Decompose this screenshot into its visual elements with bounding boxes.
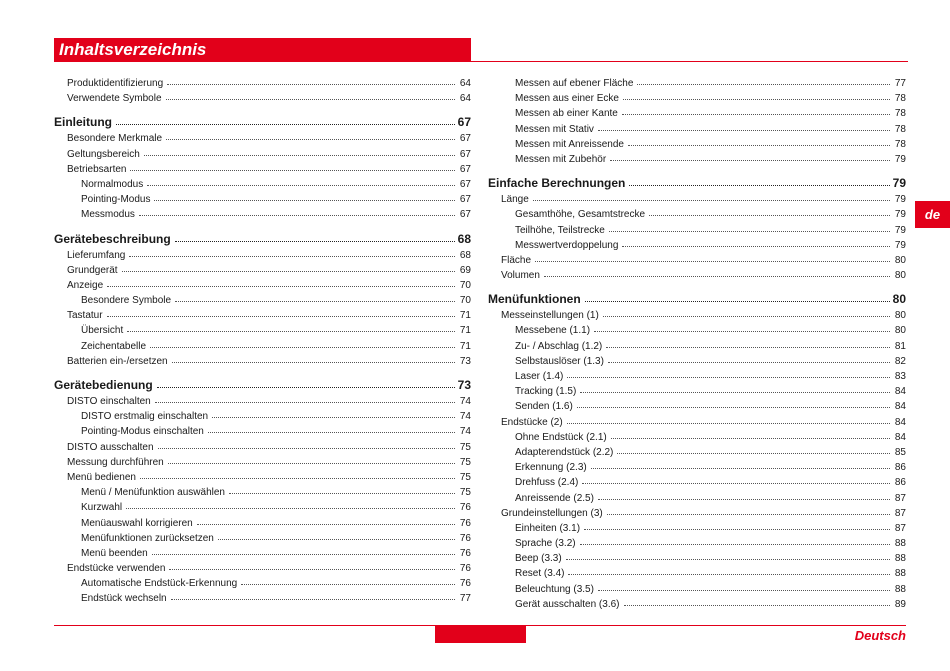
toc-label: Anzeige [67,279,104,291]
toc-page-number: 74 [459,396,471,407]
toc-label: Endstücke verwenden [67,563,166,575]
toc-page-number: 86 [894,462,906,474]
toc-entry[interactable] [488,137,906,152]
toc-label: DISTO erstmalig einschalten [81,411,209,423]
toc-leader-dots [603,307,890,317]
toc-label: Sprache (3.2) [515,538,576,550]
toc-entry[interactable] [488,268,906,283]
toc-entry[interactable] [488,122,906,137]
toc-label: Einfache Berechnungen [488,176,626,191]
toc-label: Volumen [501,270,540,282]
toc-leader-dots [607,505,890,515]
toc-page-number: 79 [894,194,906,206]
toc-label: Erkennung (2.3) [515,462,587,474]
toc-page-number: 75 [459,471,471,483]
toc-entry[interactable] [488,384,906,399]
toc-leader-dots [533,191,890,201]
toc-page-number: 79 [894,239,906,251]
toc-page-number: 88 [894,583,906,595]
toc-leader-dots [122,262,455,272]
toc-entry[interactable] [488,415,906,430]
toc-entry[interactable] [488,566,906,581]
toc-label: Länge [501,194,529,206]
toc-leader-dots [568,565,890,575]
toc-page-number: 79 [894,209,906,221]
toc-entry[interactable] [488,91,906,106]
toc-entry[interactable] [488,192,906,207]
toc-leader-dots [617,444,890,454]
toc-leader-dots [567,414,890,424]
toc-page-number: 87 [894,522,906,534]
toc-page-number: 78 [894,108,906,120]
toc-label: Messen mit Zubehör [515,153,607,165]
toc-entry[interactable] [54,278,471,293]
toc-leader-dots [535,252,890,262]
toc-page-number: 80 [894,325,906,337]
toc-page-number: 67 [459,148,471,160]
toc-section[interactable] [54,114,471,131]
toc-label: Beleuchtung (3.5) [515,583,594,595]
toc-leader-dots [591,459,890,469]
toc-leader-dots [116,114,455,125]
toc-entry[interactable] [54,147,471,162]
toc-leader-dots [175,292,455,302]
toc-leader-dots [611,429,890,439]
toc-label: Drehfuss (2.4) [515,477,579,489]
toc-label: Pointing-Modus einschalten [81,426,204,438]
toc-page-number: 82 [894,355,906,367]
toc-leader-dots [598,581,890,591]
toc-leader-dots [140,469,455,479]
toc-page-number: 80 [894,270,906,282]
toc-entry[interactable] [488,369,906,384]
toc-entry[interactable] [54,76,471,91]
toc-leader-dots [609,222,890,232]
toc-page-number: 68 [459,249,471,261]
toc-entry[interactable] [488,106,906,121]
toc-entry[interactable] [54,293,471,308]
toc-leader-dots [629,175,890,186]
toc-label: Messen ab einer Kante [515,108,618,120]
toc-leader-dots [623,90,890,100]
toc-page-number: 67 [459,178,471,190]
toc-entry[interactable] [488,76,906,91]
toc-label: Menü / Menüfunktion auswählen [81,487,225,499]
toc-leader-dots [208,423,455,433]
toc-page-number: 83 [894,371,906,382]
toc-page-number: 87 [894,492,906,504]
toc-leader-dots [628,136,890,146]
toc-page-number: 80 [892,292,906,307]
header-rule [471,61,908,62]
toc-page-number: 76 [459,547,471,559]
toc-leader-dots [582,474,890,484]
toc-entry[interactable] [488,253,906,268]
toc-entry[interactable] [54,546,471,561]
toc-page-number: 64 [459,93,471,105]
toc-page-number: 76 [459,532,471,544]
toc-page-number: 75 [459,487,471,499]
toc-entry[interactable] [488,339,906,354]
toc-page-number: 85 [894,446,906,458]
toc-page-number: 78 [894,93,906,105]
toc-label: Endstück wechseln [81,593,167,605]
toc-leader-dots [567,368,890,378]
toc-leader-dots [212,408,455,418]
toc-label: Gerätebeschreibung [54,231,171,246]
toc-entry[interactable] [488,152,906,167]
toc-page-number: 73 [459,355,471,367]
toc-leader-dots [622,105,890,115]
toc-leader-dots [107,307,455,317]
toc-leader-dots [637,75,890,85]
toc-label: Einheiten (3.1) [515,522,581,534]
toc-leader-dots [566,550,890,560]
toc-entry[interactable] [54,470,471,485]
toc-page-number: 67 [459,133,471,145]
toc-entry[interactable] [488,536,906,551]
toc-leader-dots [544,267,890,277]
toc-entry[interactable] [54,91,471,106]
toc-label: Lieferumfang [67,249,126,261]
toc-leader-dots [167,75,455,85]
toc-page-number: 76 [459,563,471,575]
toc-label: Messwertverdoppelung [515,239,619,251]
toc-leader-dots [152,545,455,555]
toc-entry[interactable] [54,177,471,192]
toc-label: Zeichentabelle [81,340,147,352]
toc-entry[interactable] [54,339,471,354]
toc-leader-dots [172,353,455,363]
toc-leader-dots [166,90,455,100]
toc-label: Besondere Symbole [81,295,172,307]
toc-leader-dots [150,338,455,348]
toc-page-number: 88 [894,568,906,580]
toc-label: Beep (3.3) [515,553,562,565]
toc-entry[interactable] [54,131,471,146]
toc-page-number: 70 [459,295,471,307]
toc-page-number: 89 [894,598,906,610]
toc-label: Messen mit Stativ [515,123,594,135]
footer-language: Deutsch [854,628,906,643]
toc-entry[interactable] [54,248,471,263]
toc-leader-dots [580,383,890,393]
toc-page-number: 67 [459,163,471,175]
toc-label: Menü bedienen [67,471,136,483]
toc-label: Tracking (1.5) [515,386,577,398]
toc-label: Reset (3.4) [515,568,565,580]
toc-label: Grundgerät [67,264,118,276]
toc-page-number: 80 [894,254,906,266]
toc-page-number: 70 [459,279,471,291]
toc-label: Besondere Merkmale [67,133,163,145]
toc-entry[interactable] [54,263,471,278]
toc-label: Produktidentifizierung [67,78,164,89]
toc-entry[interactable] [54,409,471,424]
toc-entry[interactable] [54,192,471,207]
toc-entry[interactable] [54,531,471,546]
toc-leader-dots [606,338,890,348]
toc-label: Einleitung [54,115,112,130]
toc-label: Messmodus [81,209,135,221]
toc-label: Anreissende (2.5) [515,492,594,504]
toc-page-number: 88 [894,553,906,565]
toc-page-number: 76 [459,502,471,514]
toc-entry[interactable] [488,323,906,338]
toc-label: Laser (1.4) [515,371,564,382]
toc-leader-dots [577,398,890,408]
toc-entry[interactable] [54,354,471,369]
toc-label: Messen mit Anreissende [515,138,624,150]
footer-block [435,626,526,643]
toc-label: Kurzwahl [81,502,123,514]
toc-leader-dots [154,191,455,201]
toc-leader-dots [241,575,455,585]
toc-section[interactable] [488,175,906,192]
toc-label: Verwendete Symbole [67,93,162,105]
toc-page-number: 75 [459,456,471,468]
toc-section[interactable] [54,377,471,394]
toc-label: Menüfunktionen zurücksetzen [81,532,214,544]
toc-label: Gerätebedienung [54,378,153,392]
toc-page-number: 86 [894,477,906,489]
toc-leader-dots [622,237,890,247]
toc-leader-dots [130,161,455,171]
toc-label: Messung durchführen [67,456,164,468]
toc-page-number: 78 [894,123,906,135]
toc-page-number: 67 [457,115,471,130]
toc-label: Messen auf ebener Fläche [515,78,634,89]
toc-page-number: 69 [459,264,471,276]
toc-page-number: 64 [459,78,471,89]
toc-leader-dots [229,484,455,494]
toc-entry[interactable] [488,430,906,445]
toc-section[interactable] [488,291,906,308]
toc-label: Betriebsarten [67,163,127,175]
toc-page-number: 74 [459,411,471,423]
toc-leader-dots [624,596,891,606]
toc-page-number: 73 [457,378,471,392]
toc-entry[interactable] [54,424,471,439]
language-tab: de [915,201,950,228]
toc-leader-dots [649,206,890,216]
toc-label: Pointing-Modus [81,194,151,206]
toc-page-number: 84 [894,401,906,413]
toc-entry[interactable] [488,551,906,566]
toc-leader-dots [169,560,455,570]
toc-page-number: 68 [457,231,471,246]
toc-leader-dots [155,393,455,403]
toc-entry[interactable] [54,455,471,470]
toc-entry[interactable] [488,399,906,414]
toc-page-number: 77 [894,78,906,89]
toc-label: Messebene (1.1) [515,325,591,337]
toc-label: Selbstauslöser (1.3) [515,355,604,367]
toc-entry[interactable] [54,561,471,576]
toc-label: Menüauswahl korrigieren [81,517,193,529]
toc-entry[interactable] [54,516,471,531]
toc-entry[interactable] [488,223,906,238]
toc-section[interactable] [54,231,471,248]
toc-page-number: 79 [894,153,906,165]
toc-label: Ohne Endstück (2.1) [515,431,607,443]
toc-label: Tastatur [67,310,103,322]
toc-leader-dots [585,291,890,302]
toc-page-number: 77 [459,593,471,605]
toc-entry[interactable] [488,521,906,536]
toc-leader-dots [594,322,890,332]
toc-label: Grundeinstellungen (3) [501,507,603,519]
toc-leader-dots [598,121,890,131]
toc-entry[interactable] [488,354,906,369]
toc-leader-dots [610,151,890,161]
toc-entry[interactable] [488,238,906,253]
toc-label: Messeinstellungen (1) [501,310,599,322]
toc-label: Gerät ausschalten (3.6) [515,598,620,610]
toc-page-number: 79 [894,224,906,236]
toc-label: Automatische Endstück-Erkennung [81,578,238,590]
toc-leader-dots [127,322,455,332]
toc-leader-dots [139,206,455,216]
toc-entry[interactable] [54,308,471,323]
toc-page-number: 78 [894,138,906,150]
toc-label: Menüfunktionen [488,292,581,307]
toc-page-number: 67 [459,194,471,206]
toc-entry[interactable] [54,394,471,409]
toc-leader-dots [107,277,455,287]
toc-page-number: 84 [894,431,906,443]
toc-entry[interactable] [488,475,906,490]
toc-label: Geltungsbereich [67,148,140,160]
toc-label: Messen aus einer Ecke [515,93,619,105]
toc-entry[interactable] [54,162,471,177]
toc-entry[interactable] [54,500,471,515]
toc-page-number: 71 [459,325,471,337]
toc-entry[interactable] [488,207,906,222]
toc-leader-dots [168,454,455,464]
toc-label: Übersicht [81,325,124,337]
toc-page-number: 71 [459,310,471,322]
toc-leader-dots [175,231,455,242]
toc-leader-dots [166,130,455,140]
toc-leader-dots [598,490,890,500]
toc-label: Menü beenden [81,547,148,559]
toc-label: Gesamthöhe, Gesamtstrecke [515,209,646,221]
toc-entry[interactable] [54,576,471,591]
toc-leader-dots [608,353,890,363]
toc-label: Batterien ein-/ersetzen [67,355,168,367]
toc-page-number: 76 [459,517,471,529]
toc-page-number: 80 [894,310,906,322]
toc-entry[interactable] [54,207,471,222]
toc-leader-dots [126,499,455,509]
toc-leader-dots [129,247,455,257]
toc-entry[interactable] [488,308,906,323]
toc-leader-dots [218,530,455,540]
toc-leader-dots [158,439,455,449]
toc-entry[interactable] [488,491,906,506]
toc-leader-dots [584,520,890,530]
toc-leader-dots [197,515,455,525]
toc-label: Teilhöhe, Teilstrecke [515,224,605,236]
toc-label: Normalmodus [81,178,144,190]
toc-label: DISTO einschalten [67,396,151,407]
toc-leader-dots [144,146,455,156]
toc-label: Fläche [501,254,532,266]
toc-page-number: 67 [459,209,471,221]
toc-label: Adapterendstück (2.2) [515,446,614,458]
toc-leader-dots [157,377,455,388]
toc-page-number: 81 [894,340,906,352]
toc-page-number: 87 [894,507,906,519]
toc-column-right [488,76,906,612]
toc-page-number: 71 [459,340,471,352]
page-title: Inhaltsverzeichnis [59,40,207,59]
toc-entry[interactable] [488,460,906,475]
toc-entry[interactable] [488,506,906,521]
toc-column-left [54,76,471,607]
toc-entry[interactable] [54,440,471,455]
header-bar [54,38,471,62]
toc-page-number: 76 [459,578,471,590]
toc-entry[interactable] [488,582,906,597]
toc-page-number: 79 [892,176,906,191]
toc-label: Zu- / Abschlag (1.2) [515,340,603,352]
toc-entry[interactable] [54,323,471,338]
toc-page-number: 88 [894,538,906,550]
toc-label: Endstücke (2) [501,416,563,428]
toc-page-number: 84 [894,416,906,428]
toc-entry[interactable] [54,485,471,500]
toc-page-number: 75 [459,441,471,453]
toc-page-number: 84 [894,386,906,398]
toc-entry[interactable] [488,445,906,460]
toc-page-number: 74 [459,426,471,438]
toc-entry[interactable] [488,597,906,612]
toc-label: Senden (1.6) [515,401,573,413]
toc-label: DISTO ausschalten [67,441,154,453]
toc-entry[interactable] [54,591,471,606]
toc-leader-dots [171,590,455,600]
toc-leader-dots [147,176,455,186]
toc-leader-dots [580,535,890,545]
